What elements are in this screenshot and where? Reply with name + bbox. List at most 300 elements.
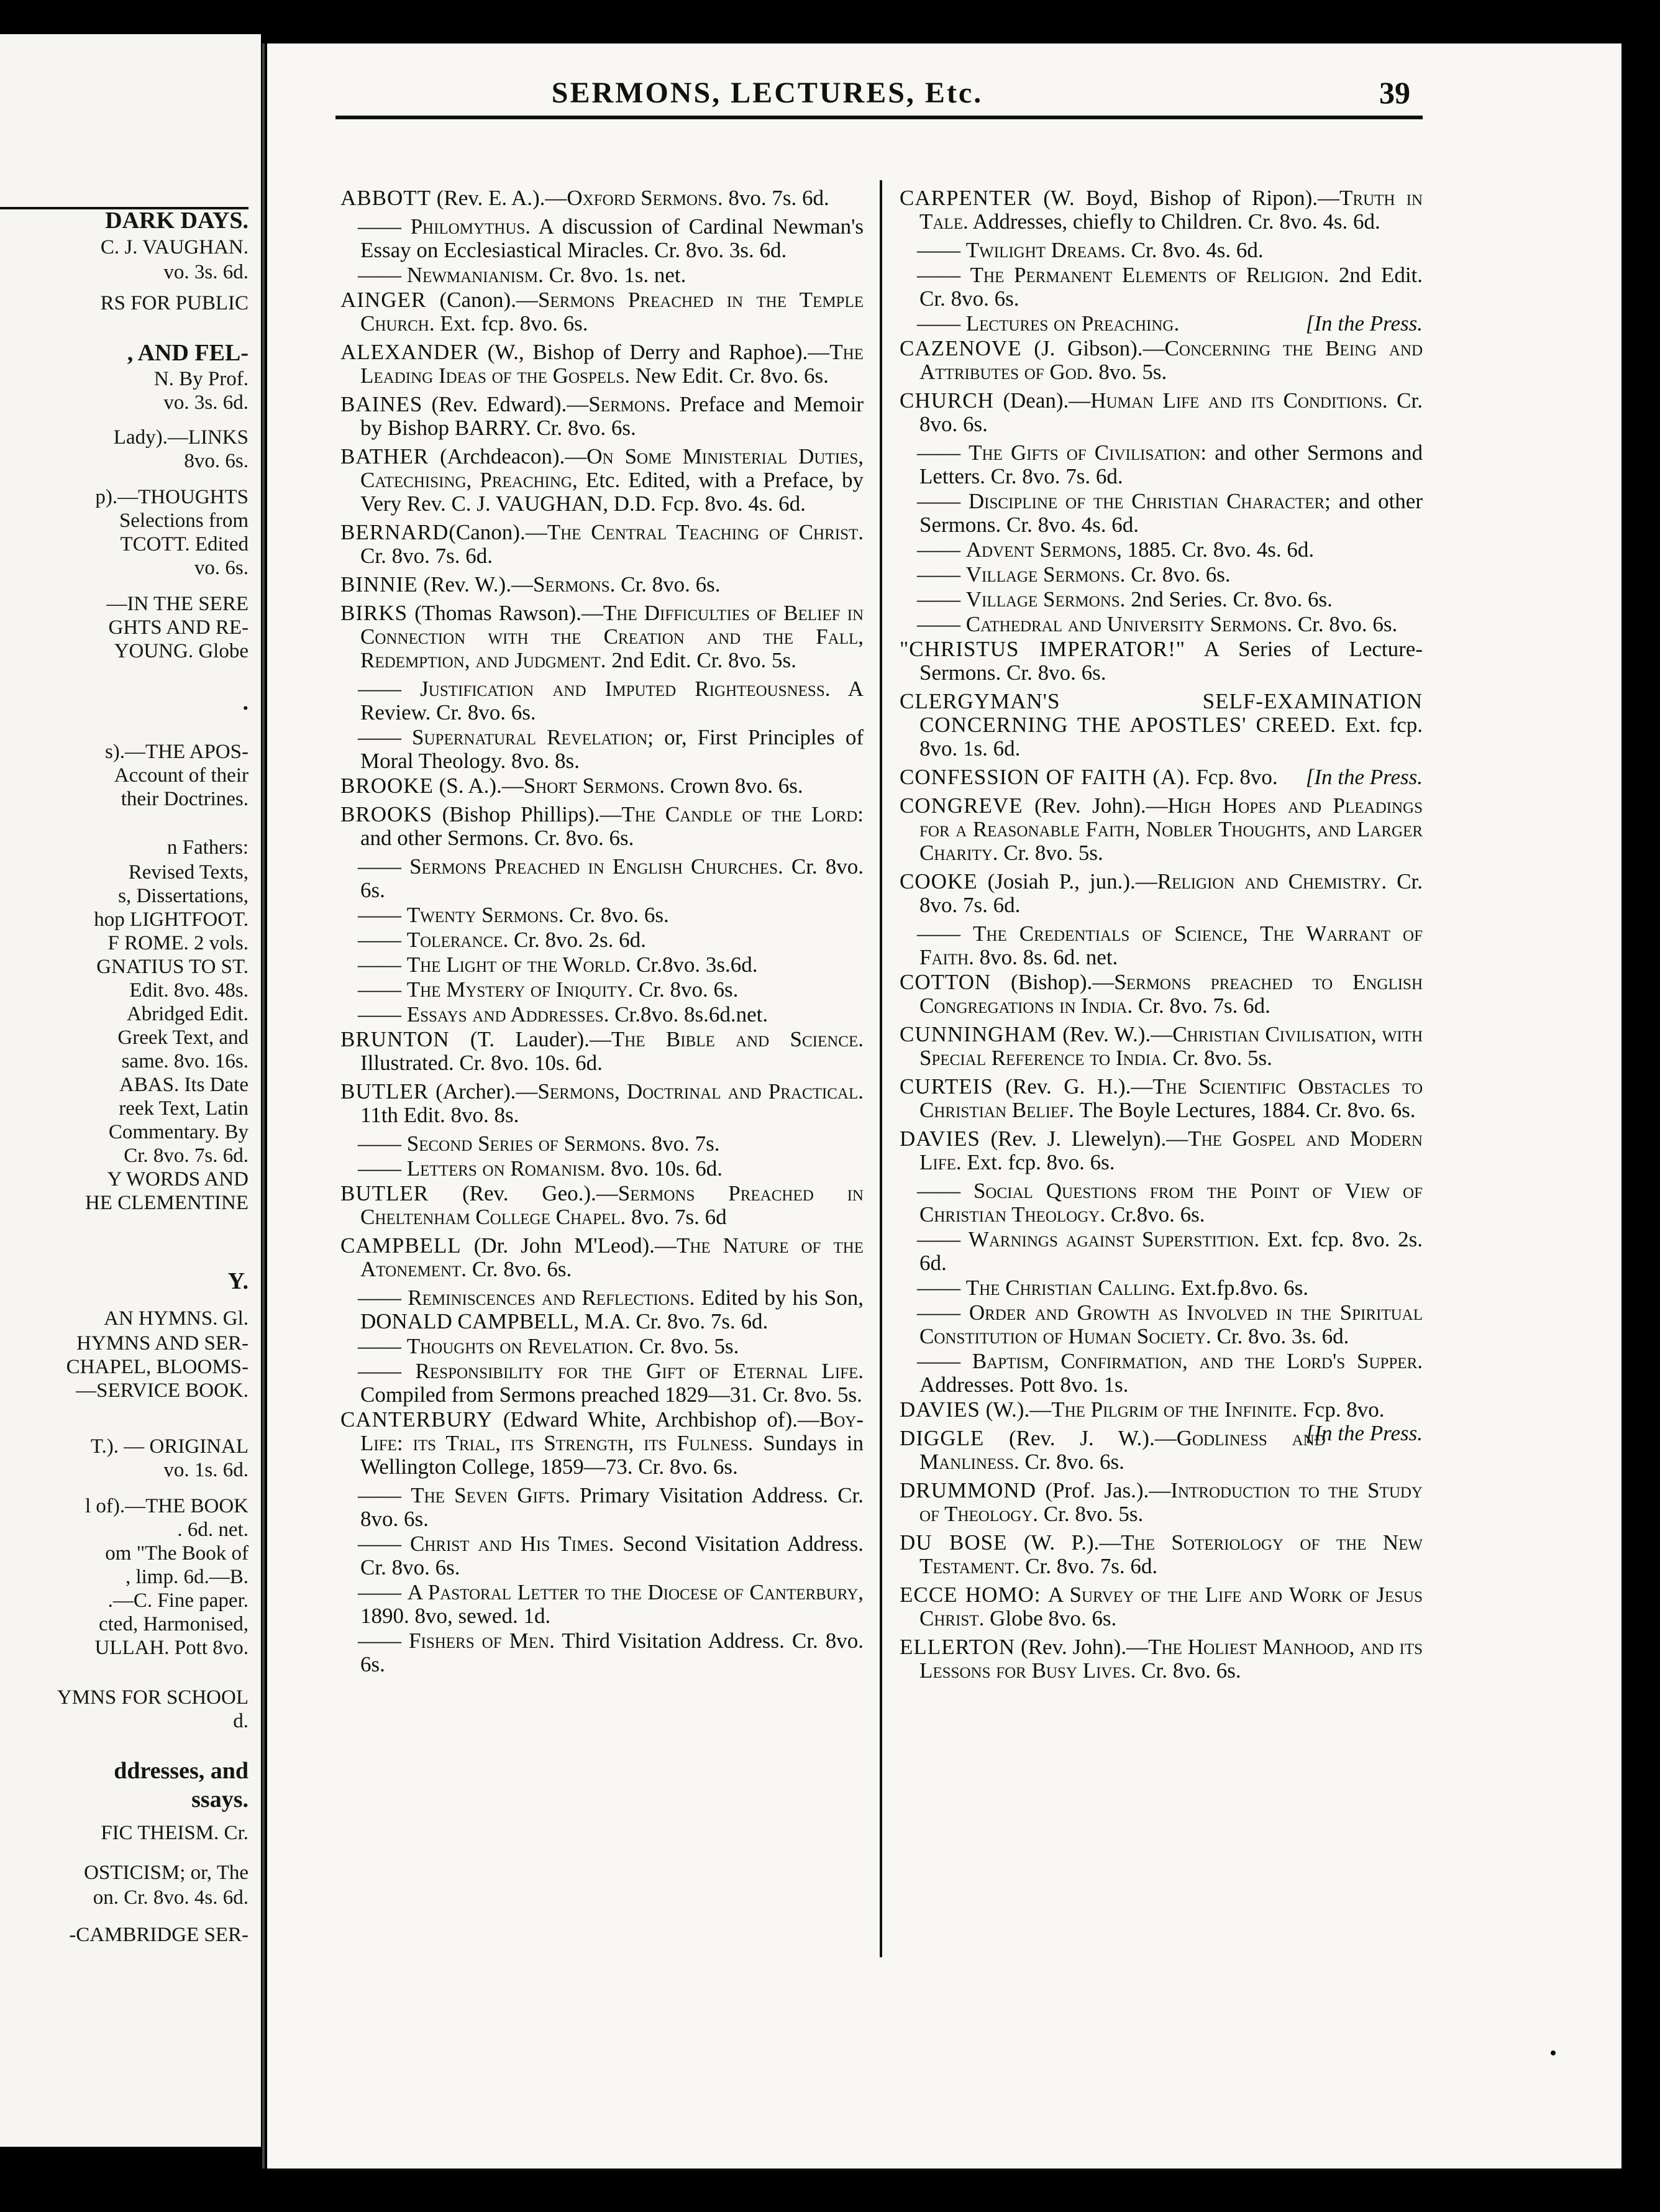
author-name: CANTERBURY — [340, 1407, 493, 1432]
sub-entry — [340, 1132, 864, 1156]
left-fragment-line: ULLAH. Pott 8vo. — [94, 1637, 249, 1659]
author-name: CAZENOVE — [900, 336, 1022, 360]
book-title: The Pilgrim of the Infinite. — [1051, 1397, 1298, 1422]
left-fragment-line: AN HYMNS. Gl. — [104, 1307, 249, 1330]
sub-entry — [340, 1629, 864, 1676]
left-fragment-line: hop LIGHTFOOT. — [94, 908, 249, 931]
sub-entry — [340, 215, 864, 262]
left-fragment-line: vo. 6s. — [194, 557, 249, 579]
book-details: Cr. 8vo. 6s. — [1292, 612, 1398, 636]
catalogue-entry — [900, 1635, 1423, 1683]
book-details: Sundays in Wellington College, 1859—73. Cr. 8vo. 6s. — [360, 1431, 864, 1479]
left-fragment-line: Lady).—LINKS — [113, 426, 249, 449]
book-details: 8vo. 7s. — [645, 1131, 720, 1156]
book-details: Cr. 8vo. 7s. 6d. — [1138, 994, 1270, 1018]
author-name: BROOKE — [340, 774, 434, 798]
book-details: Ext. fcp. 8vo. 2s. 6d. — [919, 1227, 1423, 1275]
book-details: Addresses, chiefly to Children. Cr. 8vo. 4s. 6d. — [972, 209, 1380, 234]
left-fragment-line: C. J. VAUGHAN. — [100, 236, 249, 258]
book-details: 1890. 8vo, sewed. 1d. — [360, 1604, 551, 1628]
author-detail: (Rev. John).— — [1023, 793, 1168, 818]
book-details: Cr.8vo. 6s. — [1105, 1202, 1205, 1227]
catalogue-entry — [340, 774, 864, 798]
author-name: ELLERTON — [900, 1635, 1016, 1659]
author-detail: (Thomas Rawson).— — [408, 601, 603, 625]
left-fragment-line: ABAS. Its Date — [119, 1074, 249, 1096]
author-detail: (W. Boyd, Bishop of Ripon).— — [1032, 186, 1340, 210]
author-name: BIRKS — [340, 601, 408, 625]
book-title: Baptism, Confirmation, and the Lord's Supper. — [972, 1349, 1423, 1373]
sub-entry — [340, 903, 864, 927]
left-fragment-line: l of).—THE BOOK — [84, 1495, 249, 1517]
left-fragment-line: vo. 3s. 6d. — [163, 261, 249, 283]
left-fragment-line: CHAPEL, BLOOMS- — [66, 1356, 249, 1378]
book-title: A Pastoral Letter to the Diocese of Canterbury, — [407, 1580, 864, 1604]
sub-entry — [340, 1484, 864, 1531]
book-title: The Nature of the Atonement. — [360, 1233, 864, 1281]
author-name: DAVIES — [900, 1127, 980, 1151]
left-fragment-line: Y WORDS AND — [107, 1168, 249, 1191]
book-title: Letters on Romanism. — [406, 1156, 606, 1181]
book-title: The Gospel and Modern Life. — [919, 1127, 1423, 1174]
book-details: Addresses. Pott 8vo. 1s. — [919, 1373, 1129, 1397]
sub-entry — [900, 613, 1423, 636]
left-fragment-line: Selections from — [119, 510, 249, 532]
author-name: DRUMMOND — [900, 1478, 1036, 1502]
sub-entry — [900, 441, 1423, 488]
book-details: Etc. Edited, with a Preface, by Very Rev. C. J. VAUGHAN, D.D. Fcp. 8vo. 4s. 6d. — [360, 468, 864, 516]
left-fragment-line: Account of their — [114, 764, 249, 787]
sub-entry — [340, 1003, 864, 1026]
book-title: The Seven Gifts. — [411, 1483, 570, 1507]
catalogue-entry — [900, 186, 1423, 234]
sub-entry — [340, 726, 864, 773]
left-fragment-line: s).—THE APOS- — [104, 741, 249, 763]
book-details: Cr. 8vo. 6s. — [360, 854, 864, 902]
book-title: Sermons Preached in English Churches. — [409, 854, 783, 879]
book-title: Discipline of the Christian Character; — [968, 489, 1331, 513]
author-detail: (Canon).— — [449, 520, 547, 544]
author-name: ABBOTT — [340, 186, 431, 210]
book-details: Compiled from Sermons preached 1829—31. Cr. 8vo. 5s. — [360, 1382, 862, 1407]
book-title: Christian Civilisation, with Special Reference to India. — [919, 1022, 1423, 1070]
author-detail: (Rev. W.).— — [417, 572, 533, 596]
catalogue-entry — [340, 288, 864, 336]
author-name: BRUNTON — [340, 1027, 450, 1051]
left-fragment-line: HE CLEMENTINE — [84, 1192, 249, 1214]
author-detail: (Rev. E. A.).— — [431, 186, 567, 210]
book-title: Warnings against Superstition. — [968, 1227, 1260, 1251]
book-details: Cr. 8vo. 3s. 6d. — [1211, 1324, 1349, 1348]
book-details: Third Visitation Address. Cr. 8vo. 6s. — [360, 1629, 864, 1676]
author-detail: (Rev. John).— — [1015, 1635, 1149, 1659]
author-detail: (Bishop Phillips).— — [432, 802, 622, 826]
catalogue-entry — [340, 1182, 864, 1229]
book-title: Sermons Preached in the Temple Church. — [360, 288, 864, 336]
book-title: The Credentials of Science, The Warrant of Faith. — [919, 921, 1423, 969]
author-detail: (S. A.).— — [433, 774, 524, 798]
book-details: and other Sermons. Cr. 8vo. 4s. 6d. — [919, 489, 1423, 537]
left-fragment-line: HYMNS AND SER- — [76, 1332, 249, 1355]
left-fragment-line: —SERVICE BOOK. — [76, 1379, 249, 1402]
author-name: AINGER — [340, 288, 427, 312]
sub-entry — [340, 1157, 864, 1181]
book-details: Primary Visitation Address. Cr. 8vo. 6s. — [360, 1483, 864, 1531]
author-name: BUTLER — [340, 1079, 429, 1104]
book-title: The Mystery of Iniquity. — [406, 977, 634, 1002]
left-fragment-line: —IN THE SERE — [106, 593, 249, 615]
left-fragment-line: d. — [233, 1710, 249, 1732]
author-name: BERNARD — [340, 520, 449, 544]
catalogue-entry — [340, 393, 864, 440]
sub-entry — [900, 490, 1423, 537]
book-title: Justification and Imputed Righteousness. — [420, 677, 831, 701]
catalogue-entry — [900, 337, 1423, 384]
author-name: BAINES — [340, 392, 423, 416]
left-fragment-line: RS FOR PUBLIC — [100, 292, 249, 314]
catalogue-column-right — [900, 186, 1423, 1688]
book-title: The Bible and Science. — [611, 1027, 864, 1051]
book-title: Concerning the Being and Attributes of God. — [919, 336, 1423, 384]
book-details: Second Visitation Address. Cr. 8vo. 6s. — [360, 1532, 864, 1579]
book-title: A Survey of the Life and Work of Jesus Christ. — [919, 1583, 1423, 1630]
book-details: The Boyle Lectures, 1884. Cr. 8vo. 6s. — [1079, 1098, 1416, 1122]
book-title: Sermons, Doctrinal and Practical. — [537, 1079, 864, 1104]
author-detail: Ext. fcp. 8vo. 1s. 6d. — [919, 713, 1423, 761]
author-detail: (W., Bishop of Derry and Raphoe).— — [478, 340, 830, 364]
author-name: CONFESSION OF FAITH (A). — [900, 765, 1191, 789]
catalogue-entry — [900, 638, 1423, 685]
left-fragment-line: FIC THEISM. Cr. — [101, 1822, 249, 1844]
catalogue-entry — [900, 1479, 1423, 1526]
author-detail: (Rev. Geo.).— — [429, 1181, 618, 1205]
catalogue-entry — [900, 1531, 1423, 1578]
author-detail: (Rev. G. H.).— — [993, 1074, 1153, 1099]
book-details: Cr. 8vo. 6s. — [1024, 1450, 1124, 1474]
book-title: Twilight Dreams. — [965, 238, 1126, 262]
author-name: ECCE HOMO: — [900, 1583, 1041, 1607]
sub-entry — [900, 1350, 1423, 1397]
book-title: Second Series of Sermons. — [406, 1131, 646, 1156]
left-fragment-line: .—C. Fine paper. — [107, 1589, 249, 1612]
author-detail: A Series of Lecture-Sermons. Cr. 8vo. 6s. — [919, 637, 1423, 685]
book-details: Crown 8vo. 6s. — [670, 774, 803, 798]
left-fragment-line: F ROME. 2 vols. — [107, 932, 249, 954]
left-fragment-line: -CAMBRIDGE SER- — [69, 1924, 249, 1946]
left-fragment-line: same. 8vo. 16s. — [121, 1050, 249, 1072]
author-name: COTTON — [900, 970, 992, 994]
left-fragment-line: DARK DAYS. — [105, 208, 249, 234]
author-detail: (W. P.).— — [1007, 1530, 1121, 1555]
book-details: Cr. 8vo. 7s. 6d. — [919, 869, 1423, 917]
author-name: CHURCH — [900, 388, 994, 413]
book-details: Cr. 8vo. 7s. 6d. — [1025, 1554, 1158, 1578]
author-name: CONGREVE — [900, 793, 1023, 818]
author-name: CAMPBELL — [340, 1233, 462, 1258]
left-fragment-line: ddresses, and — [114, 1758, 249, 1784]
author-detail: (Archer).— — [429, 1079, 538, 1104]
book-title: Philomythus. — [410, 214, 531, 239]
author-name: DU BOSE — [900, 1530, 1008, 1555]
book-title: The Gifts of Civilisation: — [969, 441, 1207, 465]
book-title: Thoughts on Revelation. — [406, 1334, 634, 1358]
author-detail: (Canon).— — [426, 288, 538, 312]
book-title: The Candle of the Lord: — [621, 802, 864, 826]
book-details: 8vo. 8s. 6d. net. — [974, 945, 1118, 969]
book-details: Cr. 8vo. 6s. — [1141, 1658, 1241, 1683]
book-details: or, First Principles of Moral Theology. 8vo. 8s. — [360, 725, 864, 773]
book-title: Sermons. — [588, 392, 671, 416]
book-title: Boy-Life: its Trial, its Strength, its Fulness. — [360, 1407, 864, 1455]
catalogue-entry — [340, 340, 864, 388]
book-details: Cr. 8vo. 5s. — [1003, 841, 1103, 865]
catalogue-entry — [900, 794, 1423, 865]
book-title: Godliness and Manliness. — [919, 1426, 1326, 1474]
author-name: BUTLER — [340, 1181, 429, 1205]
book-details: 8vo. 7s. 6d — [631, 1205, 727, 1229]
scan-speck — [1551, 2050, 1556, 2055]
book-details: Cr. 8vo. 5s. — [634, 1334, 739, 1358]
catalogue-entry — [340, 186, 864, 210]
press-note: [In the Press. — [1305, 765, 1423, 789]
book-details: Globe 8vo. 6s. — [990, 1606, 1117, 1630]
book-details: Cr. 8vo. 4s. 6d. — [1125, 238, 1264, 262]
book-title: The Christian Calling. — [965, 1276, 1176, 1300]
book-details: Illustrated. Cr. 8vo. 10s. 6d. — [360, 1051, 603, 1075]
book-details: Cr. 8vo. 6s. — [472, 1257, 572, 1281]
catalogue-entry — [900, 766, 1423, 789]
author-name: BROOKS — [340, 802, 432, 826]
author-detail: (Edward White, Archbishop of).— — [493, 1407, 819, 1432]
sub-entry — [340, 1286, 864, 1333]
book-details: A discussion of Cardinal Newman's Essay on Ecclesiastical Miracles. Cr. 8vo. 3s. 6d. — [360, 214, 864, 262]
catalogue-entry — [340, 521, 864, 568]
book-details: and other Sermons and Letters. Cr. 8vo. 7s. 6d. — [919, 441, 1423, 488]
catalogue-entry — [900, 389, 1423, 436]
catalogue-entry — [340, 1028, 864, 1075]
book-details: Cr. 8vo. 2s. 6d. — [508, 928, 646, 952]
left-fragment-line: vo. 3s. 6d. — [163, 391, 249, 414]
book-title: On Some Ministerial Duties, Catechising, Preaching, — [360, 444, 864, 492]
book-details: Cr. 8vo. 6s. — [633, 977, 739, 1002]
author-detail: (Archdeacon).— — [429, 444, 587, 468]
author-name: CUNNINGHAM — [900, 1022, 1057, 1046]
book-details: 8vo. 10s. 6d. — [605, 1156, 723, 1181]
author-name: BINNIE — [340, 572, 418, 596]
sub-entry — [900, 538, 1423, 562]
catalogue-entry — [340, 1408, 864, 1479]
sub-entry — [340, 263, 864, 287]
book-details: Preface and Memoir by Bishop BARRY. Cr. 8vo. 6s. — [360, 392, 864, 440]
author-name: ALEXANDER — [340, 340, 479, 364]
book-title: Oxford Sermons. — [567, 186, 723, 210]
author-detail: (Bishop).— — [991, 970, 1115, 994]
book-details: 2nd Edit. Cr. 8vo. 6s. — [919, 263, 1423, 311]
book-details: 2nd Series. Cr. 8vo. 6s. — [1125, 587, 1333, 611]
book-title: Order and Growth as Involved in the Spiritual Constitution of Human Society. — [919, 1300, 1423, 1348]
book-details: 11th Edit. 8vo. 8s. — [360, 1103, 519, 1127]
page-header-title: SERMONS, LECTURES, Etc. — [551, 76, 983, 109]
book-title: The Soteriology of the New Testament. — [919, 1530, 1423, 1578]
book-details: Cr. 8vo. 5s. — [1172, 1046, 1272, 1070]
book-title: Sermons preached to English Congregations in India. — [919, 970, 1423, 1018]
column-divider — [880, 180, 882, 1957]
book-title: Cathedral and University Sermons. — [965, 612, 1293, 636]
left-fragment-line: Edit. 8vo. 48s. — [129, 979, 249, 1002]
book-title: Truth in Tale. — [919, 186, 1423, 234]
left-fragment-line: . 6d. net. — [177, 1519, 249, 1541]
catalogue-column-left — [340, 186, 864, 1678]
catalogue-entry — [340, 445, 864, 516]
book-title: The Permanent Elements of Religion. — [970, 263, 1329, 287]
book-details: Cr. 8vo. 6s. — [1125, 562, 1231, 587]
sub-entry — [900, 1301, 1423, 1348]
book-title: Sermons. — [532, 572, 616, 596]
sub-entry — [340, 1581, 864, 1628]
left-fragment-line: GHTS AND RE- — [108, 616, 249, 639]
left-fragment-line: Y. — [227, 1268, 249, 1294]
book-title: The Leading Ideas of the Gospels. — [360, 340, 864, 388]
book-title: Human Life and its Conditions. — [1090, 388, 1388, 413]
book-details: 8vo. 5s. — [1098, 360, 1167, 384]
book-details: A Review. Cr. 8vo. 6s. — [360, 677, 864, 724]
book-title: Christ and His Times. — [409, 1532, 614, 1556]
sub-entry — [900, 563, 1423, 587]
sub-entry — [900, 1276, 1423, 1300]
sub-entry — [900, 588, 1423, 611]
book-details: Edited by his Son, DONALD CAMPBELL, M.A. Cr. 8vo. 7s. 6d. — [360, 1286, 864, 1333]
book-title: The Light of the World. — [406, 953, 631, 977]
book-title: Responsibility for the Gift of Eternal Life. — [415, 1359, 864, 1383]
press-note: [In the Press. — [1305, 1421, 1423, 1445]
left-fragment-line: Cr. 8vo. 7s. 6d. — [124, 1145, 249, 1167]
left-fragment-line: GNATIUS TO ST. — [96, 956, 249, 978]
book-title: Introduction to the Study of Theology. — [919, 1478, 1423, 1526]
left-fragment-line: Abridged Edit. — [126, 1003, 249, 1025]
left-fragment-line: OSTICISM; or, The — [84, 1862, 249, 1884]
sub-entry — [340, 953, 864, 977]
book-title: Social Questions from the Point of View of Christian Theology. — [919, 1179, 1423, 1227]
book-title: Short Sermons. — [523, 774, 665, 798]
book-title: Supernatural Revelation; — [412, 725, 654, 749]
left-fragment-line: p).—THOUGHTS — [95, 486, 249, 508]
book-spine — [262, 43, 265, 2169]
book-title: Village Sermons. — [965, 587, 1126, 611]
catalogue-entry — [340, 803, 864, 850]
author-name: BATHER — [340, 444, 429, 468]
book-title: Religion and Chemistry. — [1157, 869, 1387, 893]
sub-entry — [900, 239, 1423, 262]
header-rule — [335, 116, 1423, 119]
author-detail: (Dr. John M'Leod).— — [461, 1233, 677, 1258]
sub-entry — [340, 855, 864, 902]
left-fragment-line: cted, Harmonised, — [98, 1613, 249, 1635]
left-fragment-line: , limp. 6d.—B. — [125, 1566, 249, 1588]
left-fragment-line: on. Cr. 8vo. 4s. 6d. — [93, 1886, 249, 1909]
sub-entry — [340, 677, 864, 724]
book-title: Village Sermons. — [965, 562, 1126, 587]
sub-entry — [900, 1179, 1423, 1227]
press-note: [In the Press. — [1305, 311, 1423, 336]
book-details: Fcp. 8vo. — [1303, 1397, 1385, 1422]
catalogue-entry — [340, 1234, 864, 1281]
catalogue-entry — [900, 870, 1423, 917]
left-fragment-line: their Doctrines. — [121, 788, 249, 810]
book-title: The Holiest Manhood, and its Lessons for Busy Lives. — [919, 1635, 1423, 1683]
sub-entry — [900, 263, 1423, 311]
book-details: Cr. 8vo. 6s. — [563, 903, 669, 927]
book-title: High Hopes and Pleadings for a Reasonable Faith, Nobler Thoughts, and Larger Charity. — [919, 793, 1423, 865]
left-fragment-line: vo. 1s. 6d. — [163, 1459, 249, 1481]
left-fragment-line: YMNS FOR SCHOOL — [57, 1686, 249, 1709]
book-title: Sermons Preached in Cheltenham College Chapel. — [360, 1181, 864, 1229]
catalogue-entry — [900, 1583, 1423, 1630]
book-details: Ext. fcp. 8vo. 6s. — [967, 1150, 1115, 1174]
sub-entry — [340, 1360, 864, 1407]
left-fragment-line: 8vo. 6s. — [184, 450, 249, 472]
catalogue-entry — [900, 1127, 1423, 1174]
left-fragment-line: reek Text, Latin — [119, 1097, 249, 1120]
catalogue-entry — [340, 1080, 864, 1127]
book-title: The Central Teaching of Christ. — [547, 520, 864, 544]
sub-entry — [340, 978, 864, 1002]
author-detail: (Rev. Edward).— — [422, 392, 589, 416]
book-title: Fishers of Men. — [409, 1629, 555, 1653]
left-fragment-line: , AND FEL- — [127, 340, 249, 366]
left-fragment-line: T.). — ORIGINAL — [90, 1435, 249, 1458]
catalogue-entry — [340, 573, 864, 596]
book-title: Advent Sermons, 1885. — [965, 537, 1177, 562]
left-fragment-line: n Fathers: — [166, 836, 249, 859]
sub-entry — [340, 1532, 864, 1579]
author-detail: Fcp. 8vo. — [1190, 765, 1278, 789]
book-details: Cr. 8vo. 5s. — [1043, 1502, 1144, 1526]
left-fragment-line: Greek Text, and — [117, 1026, 249, 1049]
catalogue-entry — [900, 1023, 1423, 1070]
book-details: Cr. 8vo. 6s. — [621, 572, 721, 596]
sub-entry — [900, 1228, 1423, 1275]
author-detail: (T. Lauder).— — [449, 1027, 611, 1051]
author-name: CLERGYMAN'S SELF-EXAMINATION CONCERNING THE APOSTLES' CREED. — [900, 689, 1423, 737]
book-title: Twenty Sermons. — [406, 903, 564, 927]
book-title: Essays and Addresses. — [406, 1002, 609, 1026]
left-fragment-line: om "The Book of — [105, 1542, 249, 1565]
author-detail: (W.).— — [980, 1397, 1052, 1422]
author-detail: (Rev. J. Llewelyn).— — [980, 1127, 1188, 1151]
author-name: CARPENTER — [900, 186, 1033, 210]
author-detail: (Josiah P., jun.).— — [977, 869, 1157, 893]
sub-entry — [900, 312, 1423, 336]
book-details: 8vo. 7s. 6d. — [728, 186, 829, 210]
left-page-fragment — [0, 34, 261, 2147]
book-details: Cr.8vo. 3s.6d. — [631, 953, 758, 977]
catalogue-entry — [900, 1075, 1423, 1122]
left-fragment-line: N. By Prof. — [153, 368, 249, 390]
left-fragment-line: . — [242, 689, 249, 715]
book-title: Lectures on Preaching. — [965, 311, 1180, 336]
left-fragment-line: ssays. — [191, 1786, 249, 1812]
author-detail: (Rev. W.).— — [1057, 1022, 1173, 1046]
left-fragment-line: TCOTT. Edited — [120, 533, 249, 555]
left-fragment-line: Revised Texts, — [128, 861, 249, 884]
book-details: Ext.fp.8vo. 6s. — [1175, 1276, 1308, 1300]
sub-entry — [340, 1335, 864, 1358]
author-detail: (J. Gibson).— — [1021, 336, 1165, 360]
book-details: and other Sermons. Cr. 8vo. 6s. — [360, 826, 634, 850]
sub-entry — [900, 922, 1423, 969]
left-fragment-line: YOUNG. Globe — [114, 640, 249, 662]
author-detail: (Rev. J. W.).— — [984, 1426, 1177, 1450]
